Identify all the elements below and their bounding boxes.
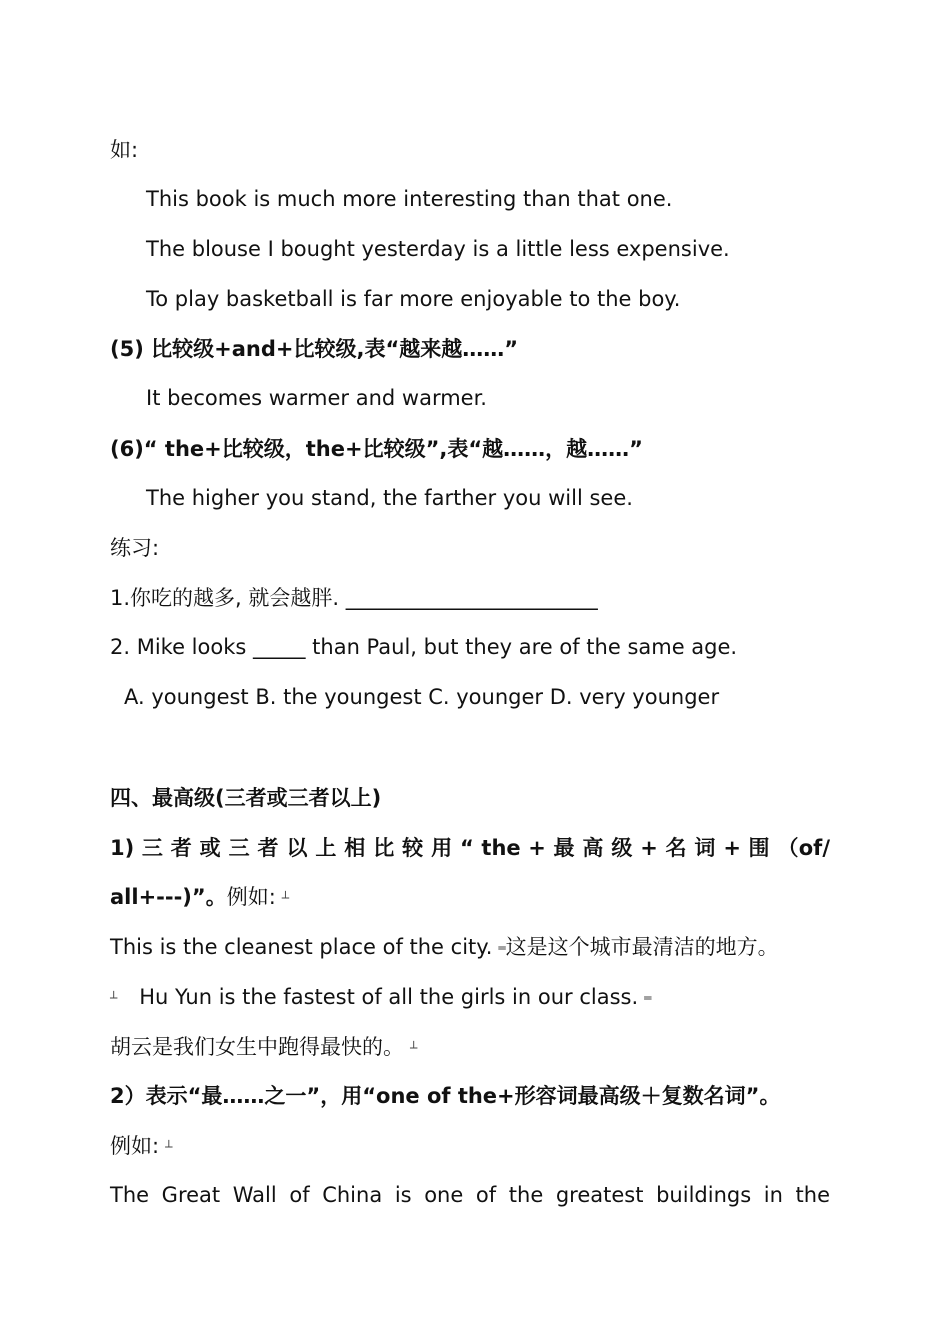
example-sentence: To play basketball is far more enjoyable to the boy. <box>146 287 681 311</box>
paragraph-mark-icon <box>498 934 505 962</box>
example-line <box>110 1033 417 1062</box>
example-english: This is the cleanest place of the city. <box>110 935 493 959</box>
example-label: 如: <box>110 138 139 162</box>
superlative-rule-1-continued <box>110 883 289 912</box>
example-line <box>110 983 651 1012</box>
example-sentence: The blouse I bought yesterday is a little less expensive. <box>146 237 730 261</box>
practice-label: 练习: <box>110 536 160 560</box>
example-english: Hu Yun is the fastest of all the girls in our class. <box>139 985 639 1009</box>
question-2: 2. Mike looks _____ than Paul, but they are of the same age. <box>110 635 738 659</box>
example-sentence: The Great Wall of China is one of the greatest buildings in the <box>110 1183 830 1207</box>
example-line <box>110 933 779 962</box>
example-sentence: The higher you stand, the farther you will see. <box>146 486 633 510</box>
rule-1-eg-label: 例如: <box>226 885 276 909</box>
line-break-mark-icon <box>165 1133 172 1161</box>
example-label <box>110 1132 172 1161</box>
rule-5-heading: (5) 比较级+and+比较级,表“越来越……” <box>110 337 519 361</box>
example-chinese: 这是这个城市最清洁的地方。 <box>505 935 779 959</box>
line-break-mark-icon <box>282 884 289 912</box>
line-break-mark-icon <box>110 984 117 1012</box>
example-sentence: This book is much more interesting than that one. <box>146 187 673 211</box>
section-4-heading: 四、最高级(三者或三者以上) <box>110 786 382 810</box>
line-break-mark-icon <box>410 1034 417 1062</box>
example-sentence: It becomes warmer and warmer. <box>146 386 487 410</box>
rule-1-tail: all+---)”。 <box>110 885 227 909</box>
superlative-rule-1: 1) 三 者 或 三 者 以 上 相 比 较 用 “ the + 最 高 级 + 名 词 + 围 （of/ <box>110 836 830 860</box>
rule-6-heading: (6)“ the+比较级，the+比较级”,表“越……，越……” <box>110 437 643 461</box>
paragraph-mark-icon <box>644 984 651 1012</box>
rule-2-eg-label: 例如: <box>110 1134 160 1158</box>
example-chinese: 胡云是我们女生中跑得最快的。 <box>110 1035 404 1059</box>
question-1: 1.你吃的越多, 就会越胖. ________________________ <box>110 586 598 610</box>
superlative-rule-2: 2）表示“最……之一”，用“one of the+形容词最高级＋复数名词”。 <box>110 1084 781 1108</box>
question-2-options: A. youngest B. the youngest C. younger D. very younger <box>124 685 720 709</box>
